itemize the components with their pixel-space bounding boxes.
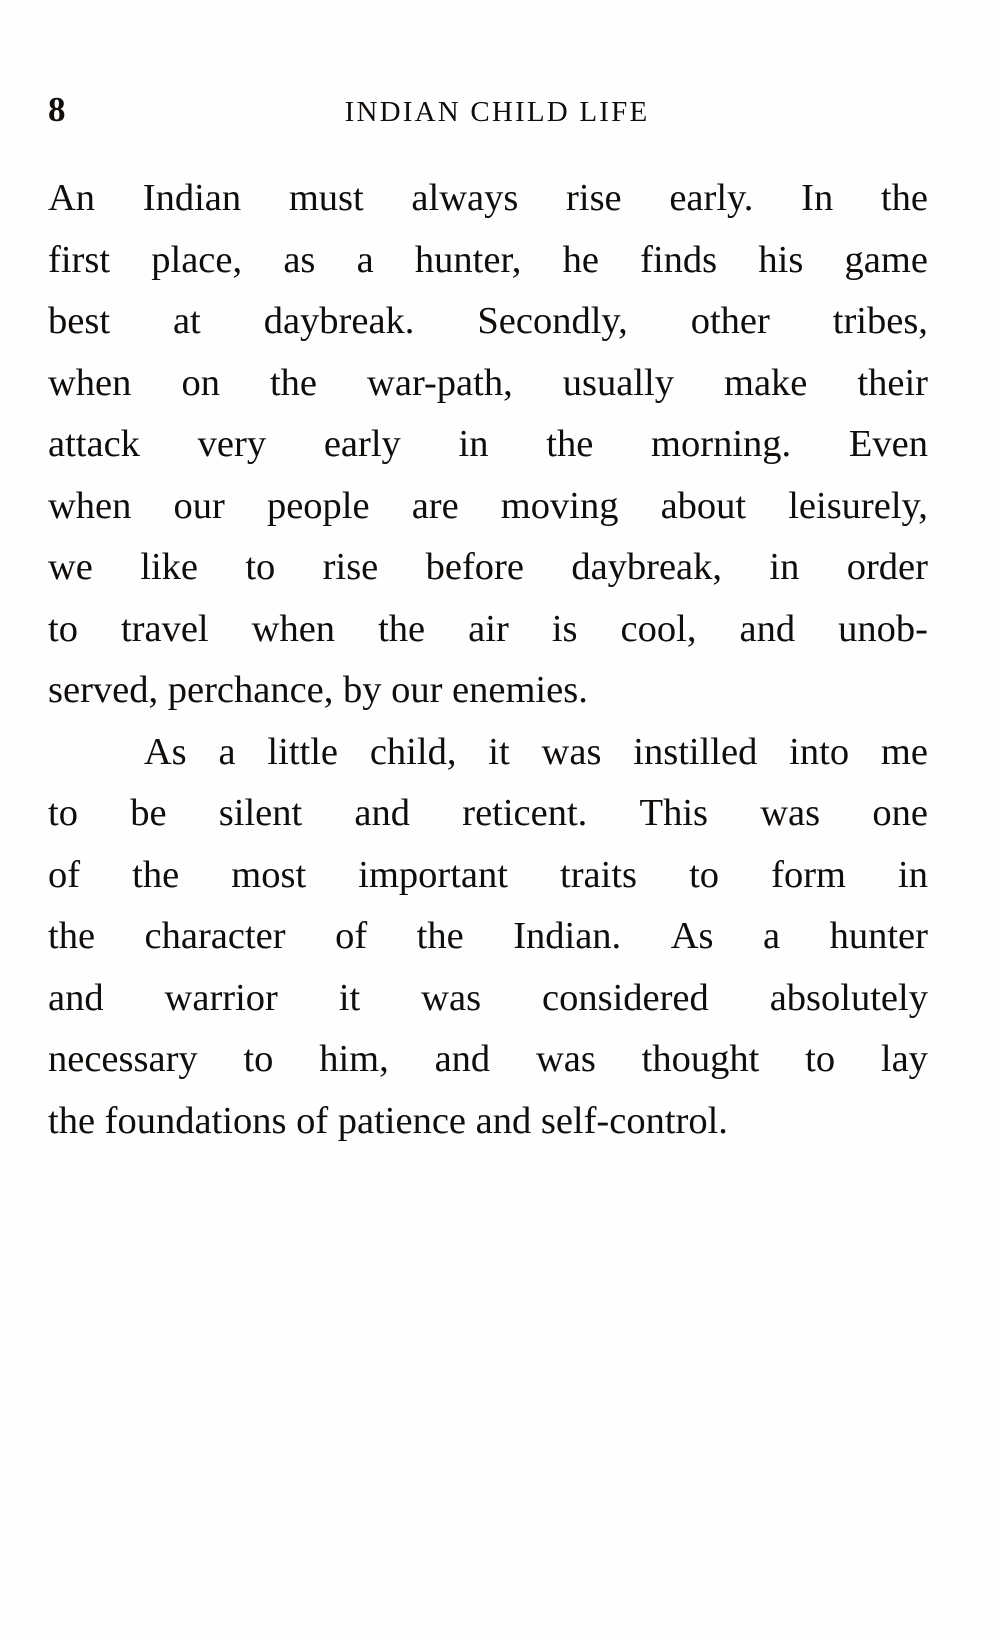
word: necessary [48, 1038, 198, 1080]
word: warrior [164, 976, 278, 1019]
word: in [458, 423, 489, 465]
text-line [48, 599, 928, 661]
word: Secondly, [477, 300, 628, 342]
word: their [857, 361, 928, 404]
word: a [762, 915, 781, 957]
running-head-title: INDIAN CHILD LIFE [344, 96, 650, 128]
word: and [434, 1038, 491, 1080]
word: a [218, 730, 236, 773]
word: rise [322, 546, 379, 588]
word: Even [848, 423, 928, 465]
page-number: 8 [48, 90, 66, 129]
word: early [323, 423, 401, 465]
word: and [739, 607, 796, 650]
word: child, [369, 730, 457, 773]
word: the [48, 915, 96, 957]
text-line: the foundations of patience and self-control. [48, 1099, 728, 1142]
word: usually [562, 361, 674, 404]
word: silent [218, 792, 303, 834]
word: finds [640, 238, 718, 281]
word: like [140, 546, 198, 588]
word: daybreak. [263, 300, 415, 342]
word: place, [151, 238, 243, 281]
word: very [197, 423, 267, 465]
text-line [48, 414, 928, 476]
word: to [245, 546, 276, 588]
word: the [378, 607, 426, 650]
word: tribes, [832, 300, 928, 342]
word: instilled [633, 730, 758, 773]
word: hunter [829, 915, 928, 957]
word: considered [542, 976, 709, 1019]
word: was [541, 730, 602, 773]
text-line [48, 845, 928, 907]
word: morning. [651, 423, 792, 465]
word: he [562, 238, 599, 281]
word: to [243, 1038, 274, 1080]
paragraph-1 [48, 168, 928, 722]
word: our [173, 484, 225, 527]
word: traits [560, 853, 638, 896]
word: to [48, 607, 78, 650]
text-line: served, perchance, by our enemies. [48, 669, 588, 711]
word: on [181, 361, 220, 404]
text-line [48, 906, 928, 968]
word: me [880, 730, 928, 773]
word: As [670, 915, 714, 957]
word: it [338, 976, 361, 1019]
word: This [639, 792, 708, 834]
word: we [48, 546, 93, 588]
word: about [660, 484, 747, 527]
word: the [880, 177, 928, 219]
word: was [760, 792, 821, 834]
word: make [724, 361, 808, 404]
word: cool, [620, 607, 697, 650]
word: war-path, [367, 361, 513, 404]
word: thought [641, 1038, 760, 1080]
word: best [48, 300, 111, 342]
word: In [801, 177, 834, 219]
word: was [535, 1038, 596, 1080]
word: it [488, 730, 510, 773]
word: the [132, 853, 180, 896]
text-line [48, 722, 928, 784]
word: important [358, 853, 508, 896]
word: when [48, 361, 132, 404]
word: is [551, 607, 578, 650]
word: form [771, 853, 846, 896]
word: must [288, 177, 364, 219]
word: moving [500, 484, 619, 527]
word: when [251, 607, 336, 650]
word: before [425, 546, 524, 588]
word: other [690, 300, 770, 342]
word: hunter, [414, 238, 522, 281]
text-line [48, 230, 928, 292]
word: his [758, 238, 804, 281]
word: was [421, 976, 482, 1019]
word: of [335, 915, 368, 957]
word: the [269, 361, 318, 404]
word: and [354, 792, 411, 834]
word: absolutely [769, 976, 928, 1019]
word: to [805, 1038, 836, 1080]
word: Indian. [513, 915, 622, 957]
word: reticent. [462, 792, 588, 834]
word: of [48, 853, 81, 896]
word: air [468, 607, 509, 650]
text-line [48, 1029, 928, 1091]
text-line [48, 168, 928, 230]
word: lay [880, 1038, 928, 1080]
word: early. [669, 177, 754, 219]
word: character [144, 915, 286, 957]
running-head [48, 88, 928, 136]
paragraph-indent [82, 722, 112, 784]
word: to [689, 853, 720, 896]
word: in [769, 546, 800, 588]
word: to [48, 792, 78, 834]
word: the [416, 915, 464, 957]
paragraph-2 [48, 722, 928, 1153]
word: first [48, 238, 111, 281]
word: travel [120, 607, 209, 650]
word: one [872, 792, 928, 834]
word: at [172, 300, 201, 342]
word: rise [566, 177, 622, 219]
word: as [283, 238, 316, 281]
word: most [231, 853, 307, 896]
word: are [411, 484, 459, 527]
text-line [48, 476, 928, 538]
word: unob- [838, 607, 928, 650]
text-line [48, 783, 928, 845]
text-line [48, 353, 928, 415]
word: leisurely, [788, 484, 928, 527]
word: and [48, 976, 104, 1019]
word: game [844, 238, 928, 281]
word: people [266, 484, 370, 527]
word: As [143, 730, 187, 773]
word: little [267, 730, 338, 773]
text-line [48, 968, 928, 1030]
word: attack [48, 423, 140, 465]
word: into [789, 730, 850, 773]
word: always [411, 177, 519, 219]
word: a [356, 238, 374, 281]
body-text [48, 168, 928, 1152]
word: be [130, 792, 167, 834]
word: the [546, 423, 594, 465]
text-line [48, 291, 928, 353]
word: Indian [142, 177, 242, 219]
word: daybreak, [571, 546, 723, 588]
word: when [48, 484, 132, 527]
word: in [898, 853, 928, 896]
word: him, [319, 1038, 389, 1080]
word: An [48, 177, 96, 219]
text-line [48, 537, 928, 599]
word: order [846, 546, 928, 588]
